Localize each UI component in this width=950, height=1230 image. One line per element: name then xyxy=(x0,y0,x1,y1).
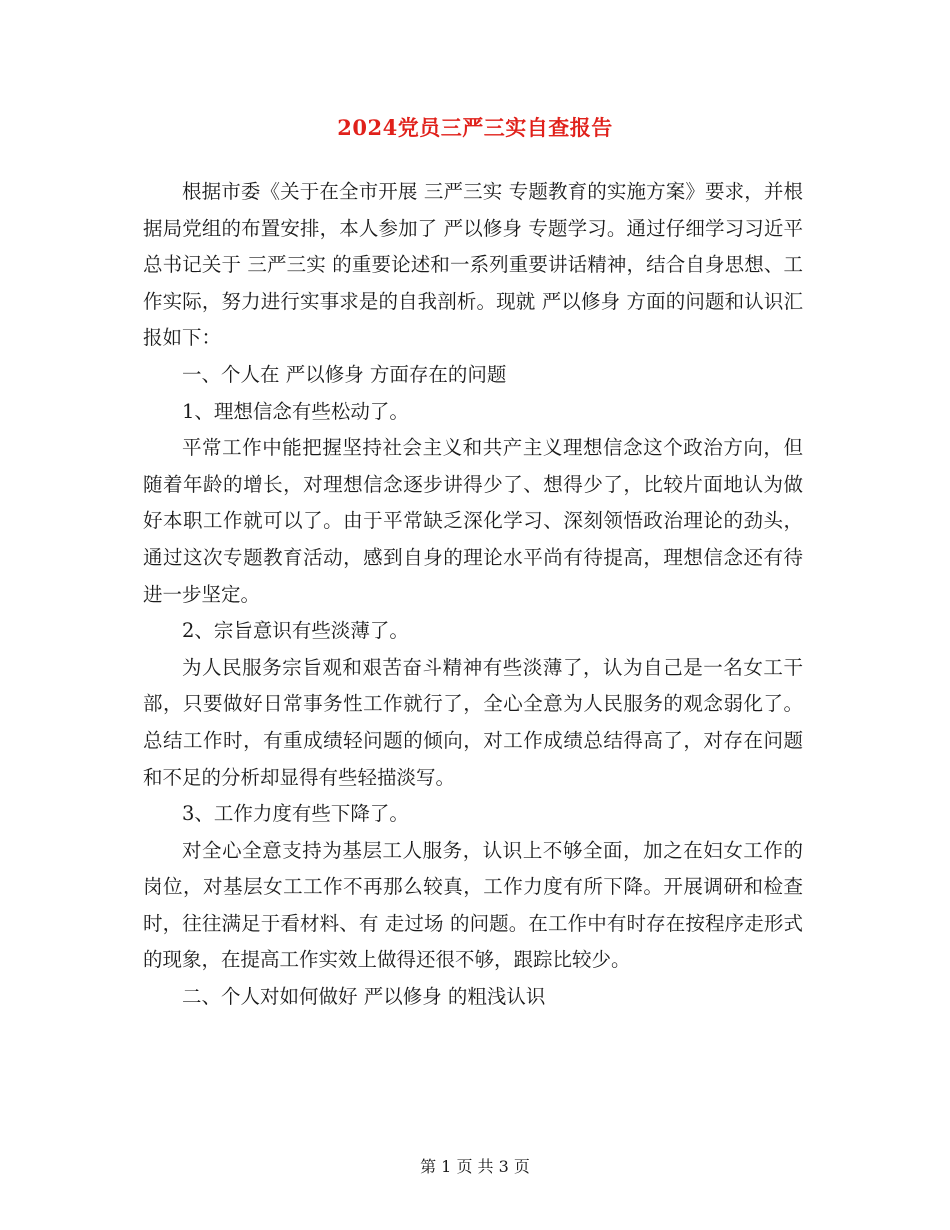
document-body xyxy=(143,174,803,1016)
document-title: 2024党员三严三实自查报告 xyxy=(337,115,613,140)
paragraph-3: 对全心全意支持为基层工人服务，认识上不够全面，加之在妇女工作的岗位，对基层女工工作不再那么较真，工作力度有所下降。开展调研和检查时，往往满足于看材料、有 走过场 的问题。在工作中有时存在按程序走形式的现象，在提高工作实效上做得还很不够，跟踪比较少。 xyxy=(143,838,803,972)
paragraph-intro: 根据市委《关于在全市开展 三严三实 专题教育的实施方案》要求，并根据局党组的布置安排，本人参加了 严以修身 专题学习。通过仔细学习习近平总书记关于 三严三实 的重要论述和一系列重要讲话精神，结合自身思想、工作实际，努力进行实事求是的自我剖析。现就 严以修身 方面的问题和认识汇报如下： xyxy=(143,180,803,350)
section-heading-2: 二、个人对如何做好 严以修身 的粗浅认识 xyxy=(182,985,546,1009)
subheading-2: 2、宗旨意识有些淡薄了。 xyxy=(182,619,409,643)
paragraph-2: 为人民服务宗旨观和艰苦奋斗精神有些淡薄了，认为自己是一名女工干部，只要做好日常事务性工作就行了，全心全意为人民服务的观念弱化了。总结工作时，有重成绩轻问题的倾向，对工作成绩总结得高了，对存在问题和不足的分析却显得有些轻描淡写。 xyxy=(143,655,803,789)
section-heading-1: 一、个人在 严以修身 方面存在的问题 xyxy=(182,362,507,386)
page-number-footer: 第 1 页 共 3 页 xyxy=(420,1157,530,1176)
subheading-3: 3、工作力度有些下降了。 xyxy=(182,802,409,826)
subheading-1: 1、理想信念有些松动了。 xyxy=(182,399,409,423)
paragraph-1: 平常工作中能把握坚持社会主义和共产主义理想信念这个政治方向，但随着年龄的增长，对理想信念逐步讲得少了、想得少了，比较片面地认为做好本职工作就可以了。由于平常缺乏深化学习、深刻领悟政治理论的劲头，通过这次专题教育活动，感到自身的理论水平尚有待提高，理想信念还有待进一步坚定。 xyxy=(143,436,803,606)
